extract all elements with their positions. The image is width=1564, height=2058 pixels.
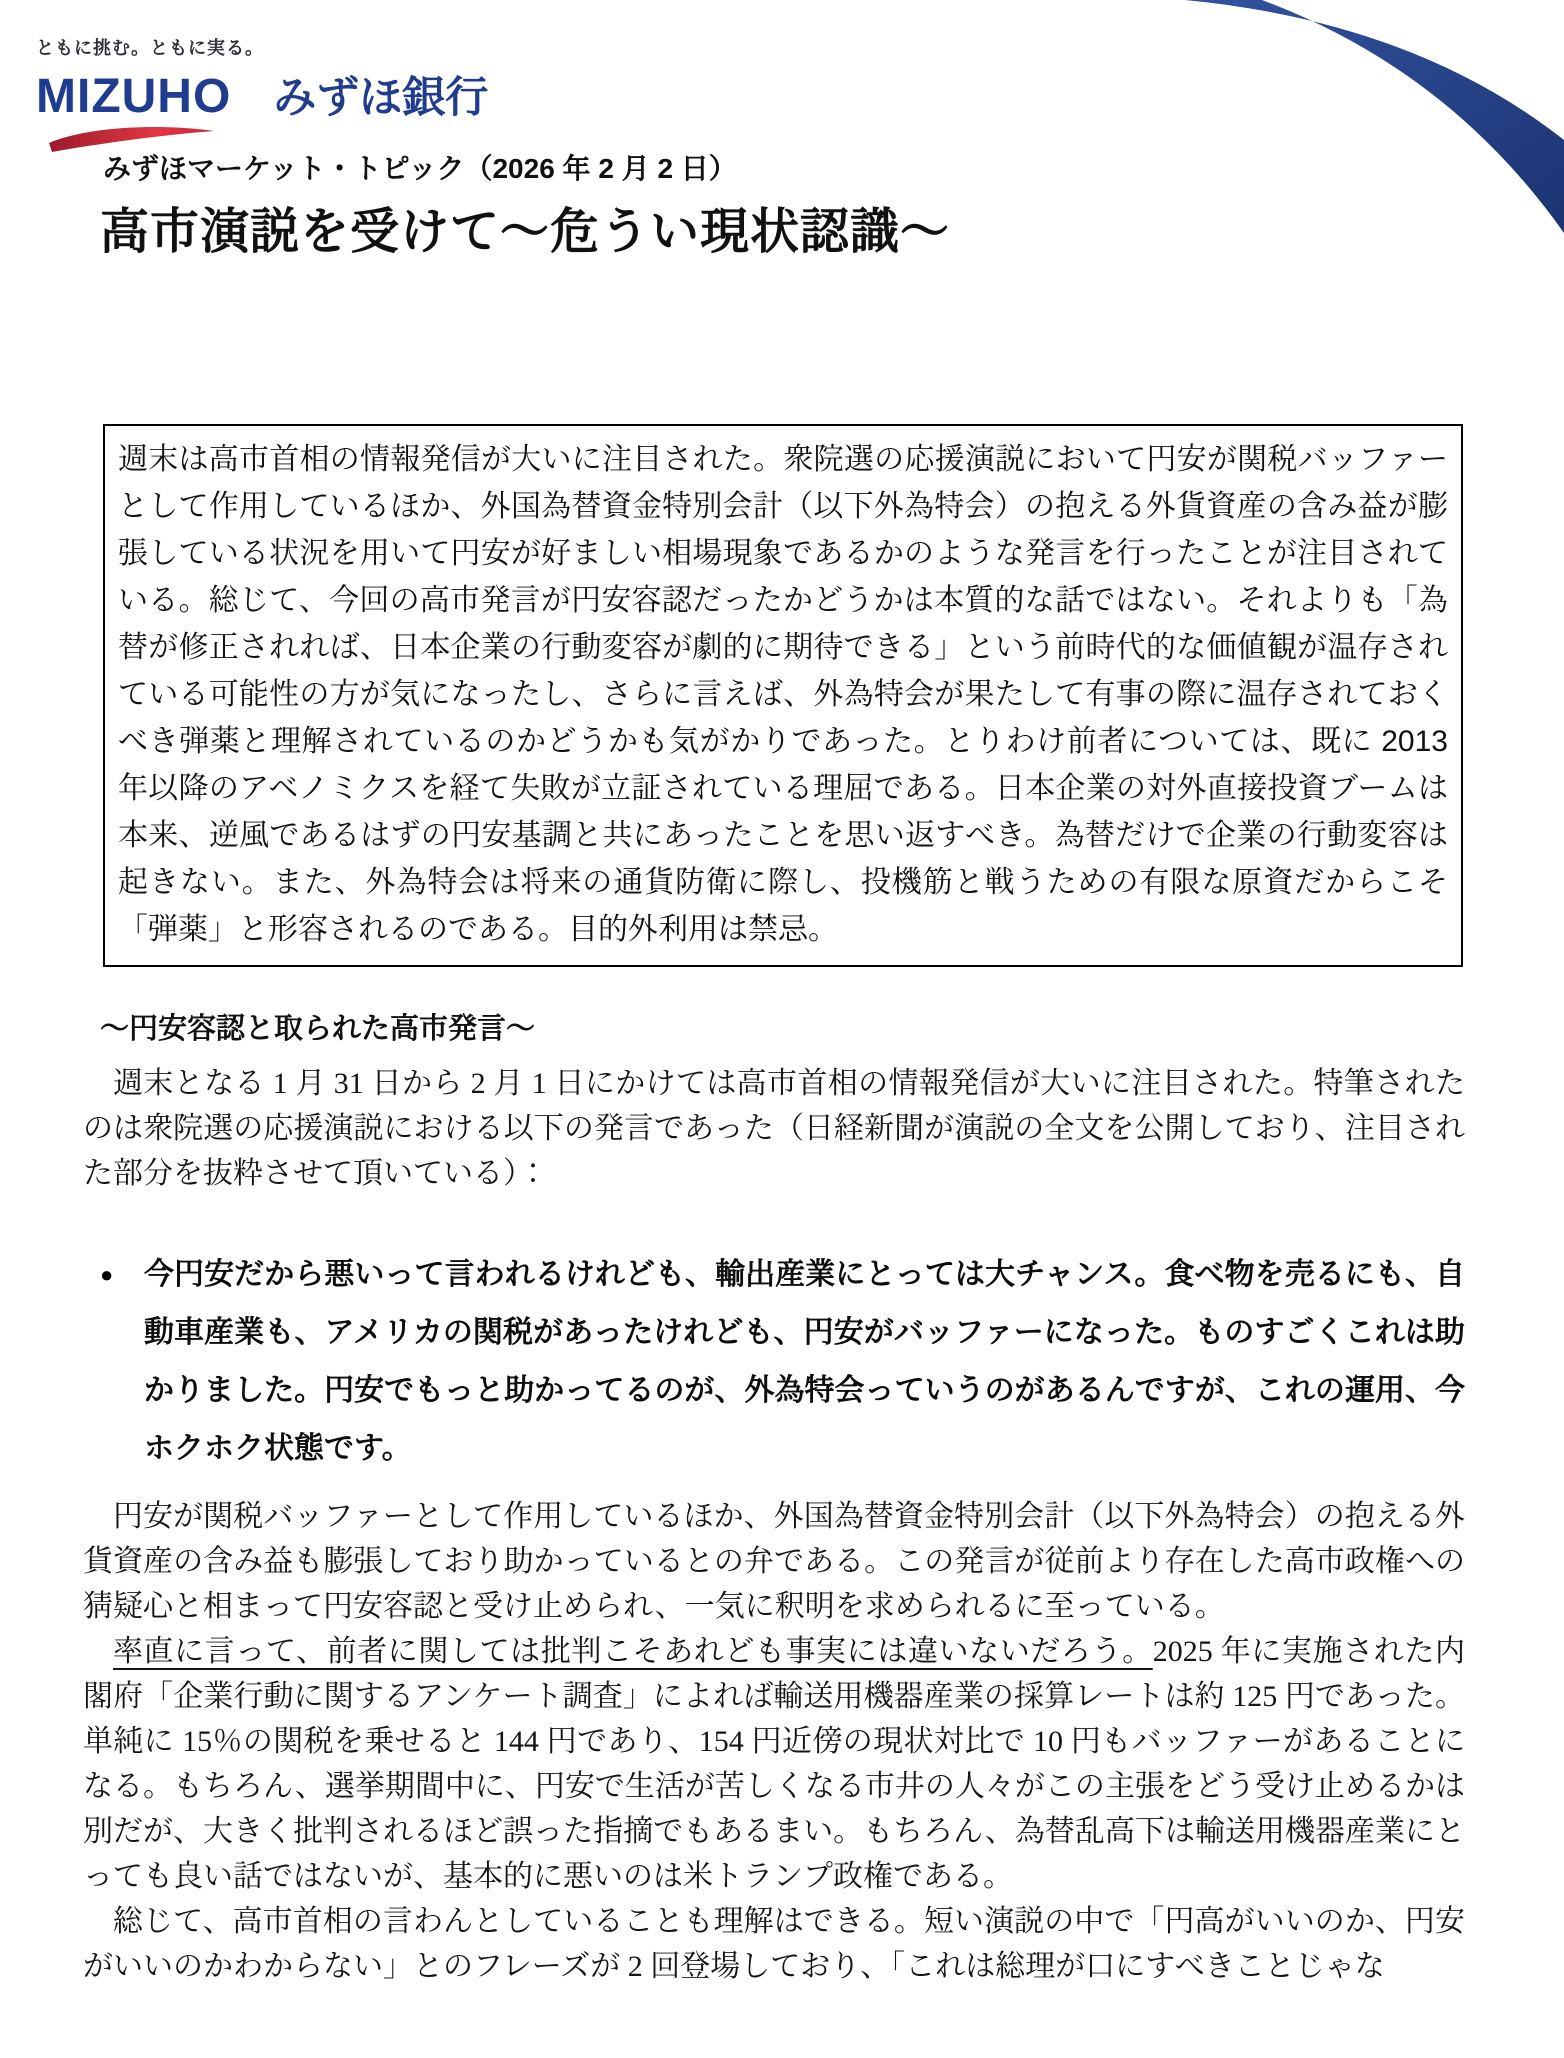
- quote-bullet-item: [100, 1246, 1465, 1478]
- summary-text: 週末は高市首相の情報発信が大いに注目された。衆院選の応援演説において円安が関税バッファーとして作用しているほか、外国為替資金特別会計（以下外為特会）の抱える外貨資産の含み益が膨張している状況を用いて円安が好ましい相場現象であるかのような発言を行ったことが注目されている。総じて、今回の高市発言が円安容認だったかどうかは本質的な話ではない。それよりも「為替が修正されれば、日本企業の行動変容が劇的に期待できる」という前時代的な価値観が温存されている可能性の方が気になったし、さらに言えば、外為特会が果たして有事の際に温存されておくべき弾薬と理解されているのかどうかも気がかりであった。とりわけ前者については、既に 2013 年以降のアベノミクスを経て失敗が立証されている理屈である。日本企業の対外直接投資ブームは本来、逆風であるはずの円安基調と共にあったことを思い返すべき。為替だけで企業の行動変容は起きない。また、外為特会は将来の通貨防衛に際し、投機筋と戦うための有限な原資だからこそ「弾薬」と形容されるのである。目的外利用は禁忌。: [118, 443, 1448, 946]
- paragraph-analysis-2: [83, 1629, 1465, 1899]
- summary-box: [103, 424, 1463, 967]
- report-series-title: みずほマーケット・トピック（2026 年 2 月 2 日）: [103, 153, 737, 184]
- brand-tagline: ともに挑む。ともに実る。: [36, 38, 264, 58]
- report-title: 高市演説を受けて～危うい現状認識～: [100, 205, 951, 259]
- mizuho-wordmark: MIZUHO: [36, 70, 232, 123]
- paragraph-analysis-1: 円安が関税バッファーとして作用しているほか、外国為替資金特別会計（以下外為特会）の抱える外貨資産の含み益も膨張しており助かっているとの弁である。この発言が従前より存在した高市政権への猜疑心と相まって円安容認と受け止められ、一気に釈明を求められるに至っている。: [83, 1500, 1465, 1623]
- analysis-2-rest: 2025 年に実施された内閣府「企業行動に関するアンケート調査」によれば輸送用機器産業の採算レートは約 125 円であった。単純に 15％の関税を乗せると 144 円であり、154 円近傍の現状対比で 10 円もバッファーがあることになる。もちろん、選挙期間中に、円安で生活が苦しくなる市井の人々がこの主張をどう受け止めるかは別だが、大きく批判されるほど誤った指摘でもあるまい。もちろん、為替乱高下は輸送用機器産業にとっても良い話ではないが、基本的に悪いのは米トランプ政権である。: [83, 1635, 1465, 1893]
- paragraph-intro: 週末となる 1 月 31 日から 2 月 1 日にかけては高市首相の情報発信が大いに注目された。特筆されたのは衆院選の応援演説における以下の発言であった（日経新聞が演説の全文を公開しており、注目された部分を抜粋させて頂いている）：: [83, 1067, 1465, 1190]
- underlined-sentence: 率直に言って、前者に関しては批判こそあれども事実には違いないだろう。: [113, 1635, 1153, 1668]
- mizuho-bank-name: みずほ銀行: [273, 74, 489, 122]
- quote-text: 今円安だから悪いって言われるけれども、輸出産業にとっては大チャンス。食べ物を売るにも、自動車産業も、アメリカの関税があったけれども、円安がバッファーになった。ものすごくこれは助かりました。円安でもっと助かってるのが、外為特会っていうのがあるんですが、これの運用、今ホクホク状態です。: [144, 1258, 1465, 1465]
- bullet-icon: ●: [100, 1262, 114, 1287]
- section-heading: ～円安容認と取られた高市発言～: [100, 1013, 536, 1045]
- paragraph-conclusion: 総じて、高市首相の言わんとしていることも理解はできる。短い演説の中で「円高がいいのか、円安がいいのかわからない」とのフレーズが 2 回登場しており、「これは総理が口にすべきことじゃな: [83, 1905, 1465, 1983]
- report-body: [83, 0, 1465, 1989]
